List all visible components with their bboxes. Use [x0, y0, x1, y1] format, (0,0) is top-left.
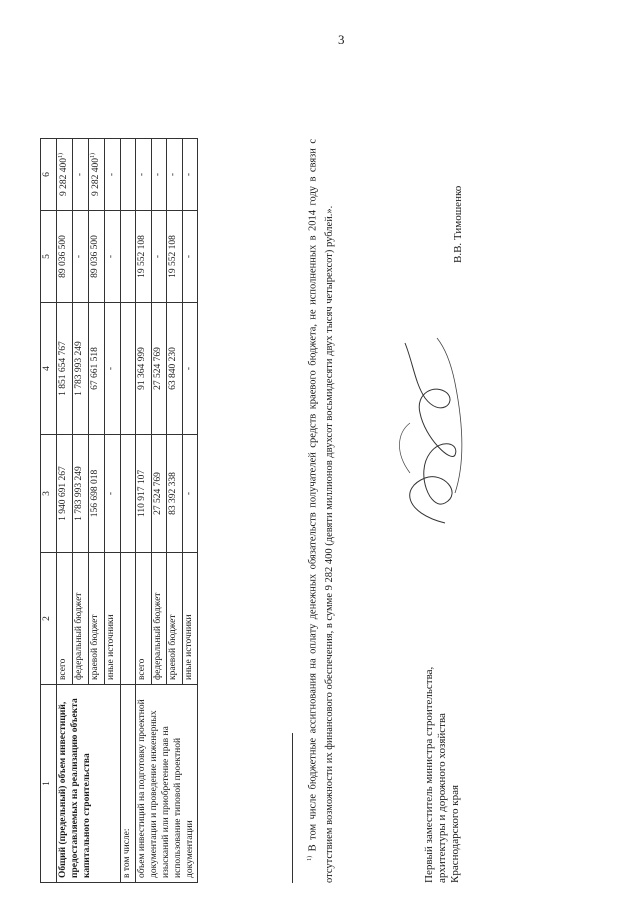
table-row	[136, 139, 152, 883]
value-cell: 1 851 654 767	[57, 303, 73, 435]
header-cell: 3	[41, 435, 57, 553]
empty-cell	[121, 435, 136, 553]
signer-line: Первый заместитель министра строительства,	[423, 666, 435, 883]
signer-position	[423, 503, 462, 883]
value-cell: 1 940 691 267	[57, 435, 73, 553]
value-cell: -	[182, 139, 198, 211]
header-cell: 4	[41, 303, 57, 435]
value-cell: 19 552 108	[136, 211, 152, 303]
value-cell: 156 698 018	[89, 435, 105, 553]
value-cell: -	[151, 139, 167, 211]
value-cell: -	[105, 435, 121, 553]
value-cell: -	[73, 211, 89, 303]
empty-cell	[121, 211, 136, 303]
design-investment-label: объем инвестиций на подготовку проектной документации и проведение инженерных изысканий или приобретение прав на использование типовой проектной документации	[136, 685, 198, 883]
source-cell: федеральный бюджет	[73, 553, 89, 685]
footnote-text: В том числе бюджетные ассигнования на оплату денежных обязательств получателей средств краевого бюджета, не исполненных в 2014 году в связи с отсутствием возможности их финансового обеспечения, в сумме 9 282 400 (девяти миллионов двухсот восьмидесяти двух тысяч четырехсот) рублей.».	[307, 138, 335, 883]
value-cell: 89 036 500	[57, 211, 73, 303]
source-cell: иные источники	[105, 553, 121, 685]
footnote-ref: 1)	[90, 153, 97, 158]
footnote-divider	[292, 733, 293, 883]
value-cell: 19 552 108	[167, 211, 183, 303]
value-cell: -	[182, 211, 198, 303]
source-cell: федеральный бюджет	[151, 553, 167, 685]
empty-cell	[121, 303, 136, 435]
source-cell: всего	[57, 553, 73, 685]
empty-cell	[121, 553, 136, 685]
value-cell: 63 840 230	[167, 303, 183, 435]
header-cell: 1	[41, 685, 57, 883]
header-cell: 6	[41, 139, 57, 211]
value-cell: 1 783 993 249	[73, 435, 89, 553]
footnote-ref: 1)	[58, 153, 64, 158]
value-cell: 89 036 500	[89, 211, 105, 303]
value-cell: -	[105, 303, 121, 435]
source-cell: краевой бюджет	[167, 553, 183, 685]
value-cell: -	[73, 139, 89, 211]
value-cell: -	[136, 139, 152, 211]
signer-name: В.В. Тимошенко	[452, 185, 464, 263]
footnote	[302, 139, 338, 883]
source-cell: иные источники	[182, 553, 198, 685]
value-cell: 1 783 993 249	[73, 303, 89, 435]
value-cell: -	[167, 139, 183, 211]
signer-line: архитектуры и дорожного хозяйства	[436, 713, 448, 883]
value-cell: 27 524 769	[151, 303, 167, 435]
signer-line: Краснодарского края	[449, 784, 461, 883]
value-cell: -	[105, 139, 121, 211]
value-cell: -	[105, 211, 121, 303]
value-cell: 91 364 999	[136, 303, 152, 435]
value-cell: 67 661 518	[89, 303, 105, 435]
header-cell: 2	[41, 553, 57, 685]
table-header-row	[41, 139, 57, 883]
value-cell: -	[182, 435, 198, 553]
source-cell: всего	[136, 553, 152, 685]
value-cell: -	[151, 211, 167, 303]
investment-table	[40, 138, 198, 883]
value-cell: 83 392 338	[167, 435, 183, 553]
source-cell: краевой бюджет	[89, 553, 105, 685]
value-cell: -	[182, 303, 198, 435]
empty-cell	[121, 139, 136, 211]
page-number: 3	[338, 32, 345, 47]
including-label: в том числе:	[121, 685, 136, 883]
value-cell: 9 282 400$^{1)}$	[57, 139, 73, 211]
footnote-marker: 1)	[307, 855, 313, 861]
table-row	[121, 139, 136, 883]
value-cell: 110 917 107	[136, 435, 152, 553]
value-cell: 27 524 769	[151, 435, 167, 553]
value-cell: 9 282 400$^{1)}$	[89, 139, 105, 211]
header-cell: 5	[41, 211, 57, 303]
table-row	[57, 139, 73, 883]
total-investment-label: Общий (предельный) объем инвестиций, предоставляемых на реализацию объекта капитального строительства	[57, 685, 121, 883]
rotated-page-content	[40, 63, 600, 883]
